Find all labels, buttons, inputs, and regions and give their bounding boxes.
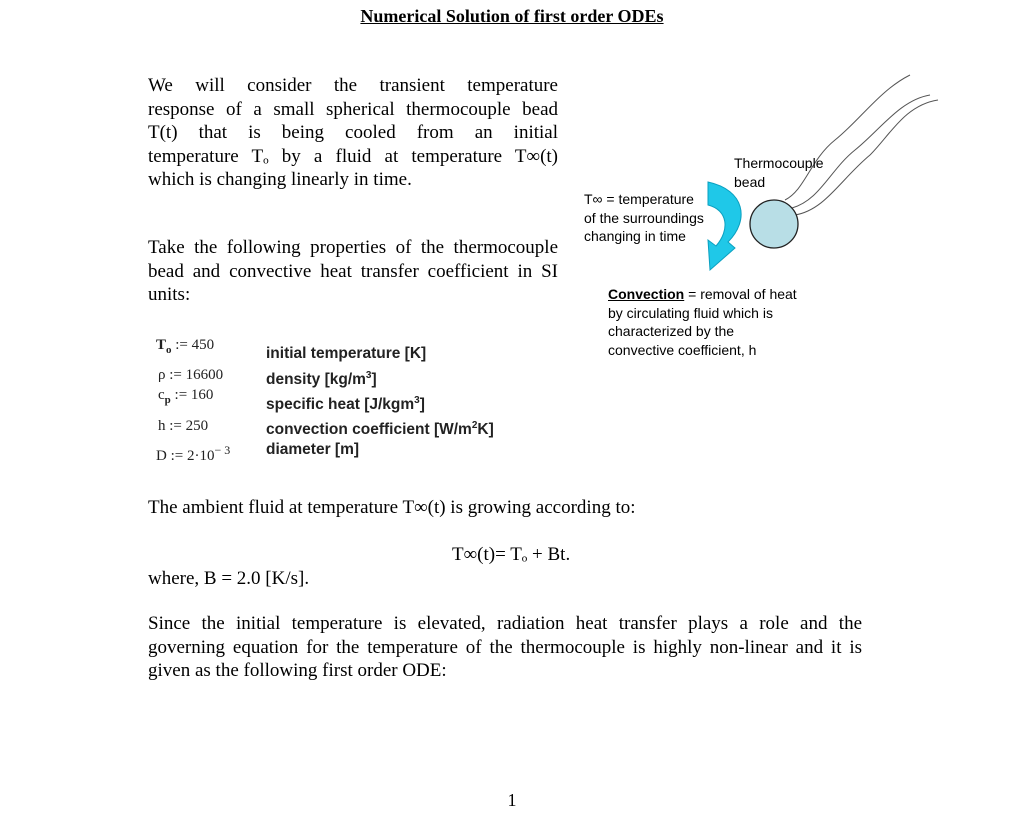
- property-value: := 250: [165, 418, 209, 434]
- since-line: governing equation for the temperature of the thermocouple is highly non-linear and it is: [148, 636, 862, 658]
- ambient-text: The ambient fluid at temperature T∞(t) is growing according to:: [148, 497, 636, 518]
- ambient-equation: T∞(t)= Tₒ + Bt.: [452, 544, 571, 565]
- surroundings-line: changing in time: [584, 228, 686, 244]
- page-title: Numerical Solution of first order ODEs: [360, 6, 664, 26]
- property-desc: convection coefficient $[W/m^2K]$: [266, 420, 494, 439]
- intro-paragraph: [148, 74, 558, 192]
- thermocouple-label-line: Thermocouple: [734, 155, 824, 171]
- convection-line: convective coefficient, h: [608, 341, 757, 358]
- property-assign: [158, 418, 208, 435]
- convection-word: Convection: [608, 286, 685, 302]
- surroundings-line: T∞ = temperature: [584, 191, 694, 207]
- property-symbol: D: [156, 448, 167, 464]
- property-symbol: ρ: [158, 367, 166, 383]
- property-symbol: h: [158, 418, 166, 434]
- intro-line: which is changing linearly in time.: [148, 169, 412, 190]
- property-assign: [156, 337, 214, 356]
- intro-line: We will consider the transient temperature: [148, 75, 558, 96]
- convection-line: = removal of heat: [684, 286, 797, 302]
- thermocouple-label: [734, 154, 824, 191]
- property-value: := 16600: [165, 367, 224, 383]
- property-desc: density $[kg/m^3]$: [266, 370, 377, 389]
- property-exponent: − 3: [214, 443, 231, 457]
- property-desc: specific heat [J/kgm$^3$]: [266, 395, 425, 414]
- convection-line: characterized by the: [608, 323, 735, 339]
- since-paragraph: [148, 612, 862, 683]
- intro-line: response of a small spherical thermocouple bead: [148, 98, 558, 120]
- property-symbol: c: [158, 387, 165, 403]
- properties-intro: [148, 236, 558, 307]
- intro-line: temperature Tₒ by a fluid at temperature T∞(t): [148, 145, 558, 167]
- property-assign: [156, 443, 230, 465]
- convection-line: by circulating fluid which is: [608, 304, 773, 321]
- property-assign: [158, 367, 223, 384]
- convection-arrow: [708, 182, 741, 270]
- since-line: Since the initial temperature is elevated, radiation heat transfer plays a role and the: [148, 613, 862, 634]
- where-text: where, B = 2.0 [K/s].: [148, 568, 310, 589]
- page-number: 1: [507, 790, 517, 810]
- property-assign: [158, 387, 213, 406]
- thermocouple-label-line: bead: [734, 173, 766, 190]
- property-value: := 450: [171, 337, 215, 353]
- surroundings-line: of the surroundings: [584, 209, 704, 226]
- property-desc: diameter [m]: [266, 441, 360, 458]
- surroundings-label: [584, 190, 704, 246]
- property-value: := 2·10: [166, 448, 215, 464]
- convection-caption: [608, 285, 838, 359]
- property-symbol: T: [156, 337, 167, 353]
- properties-intro-line: bead and convective heat transfer coefficient in SI: [148, 260, 558, 282]
- property-value: := 160: [170, 387, 214, 403]
- property-sub: p: [164, 394, 171, 406]
- thermocouple-bead: [750, 200, 798, 248]
- property-sub: o: [166, 344, 172, 356]
- properties-intro-line: Take the following properties of the thermocouple: [148, 237, 558, 258]
- since-line: given as the following first order ODE:: [148, 660, 447, 681]
- property-desc: initial temperature [K]: [266, 345, 427, 362]
- intro-line: T(t) that is being cooled from an initial: [148, 122, 558, 143]
- wire-2: [792, 95, 930, 208]
- properties-intro-line: units:: [148, 284, 191, 305]
